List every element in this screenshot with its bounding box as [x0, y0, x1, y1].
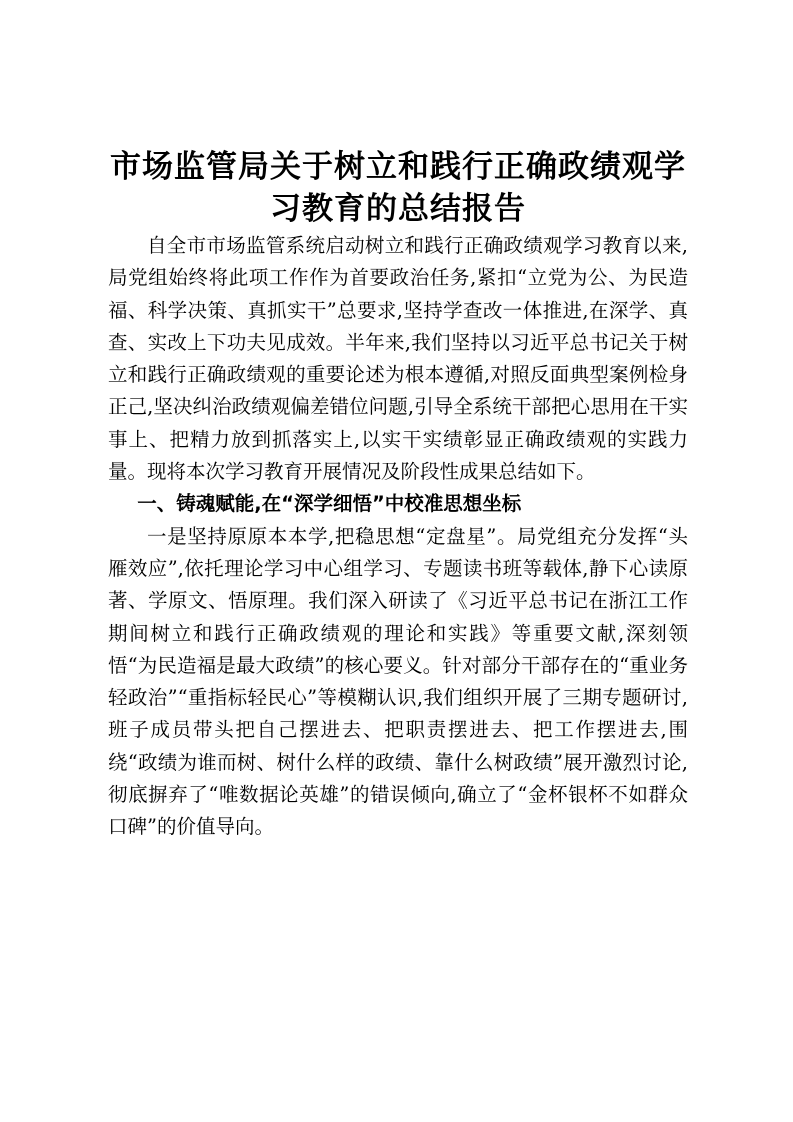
section-paragraph: 一是坚持原原本本学,把稳思想“定盘星”。局党组充分发挥“头雁效应”,依托理论学习中心组学习、专题读书班等载体,静下心读原著、学原文、悟原理。我们深入研读了《习近平总书记在浙江工作期间树立和践行正确政绩观的理论和实践》等重要文献,深刻领悟“为民造福是最大政绩”的核心要义。针对部分干部存在的“重业务轻政治”“重指标轻民心”等模糊认识,我们组织开展了三期专题研讨,班子成员带头把自己摆进去、把职责摆进去、把工作摆进去,围绕“政绩为谁而树、树什么样的政绩、靠什么树政绩”展开激烈讨论,彻底摒弃了“唯数据论英雄”的错误倾向,确立了“金杯银杯不如群众口碑”的价值导向。 [108, 524, 688, 839]
document-title: 市场监管局关于树立和践行正确政绩观学习教育的总结报告 [110, 149, 686, 227]
intro-paragraph: 自全市市场监管系统启动树立和践行正确政绩观学习教育以来,局党组始终将此项工作作为首要政治任务,紧扣“立党为公、为民造福、科学决策、真抓实干”总要求,坚持学查改一体推进,在深学、真查、实改上下功夫见成效。半年来,我们坚持以习近平总书记关于树立和践行正确政绩观的重要论述为根本遵循,对照反面典型案例检身正己,坚决纠治政绩观偏差错位问题,引导全系统干部把心思用在干实事上、把精力放到抓落实上,以实干实绩彰显正确政绩观的实践力量。现将本次学习教育开展情况及阶段性成果总结如下。 [108, 234, 688, 484]
document-page [108, 146, 688, 844]
section-heading: 一、铸魂赋能,在“深学细悟”中校准思想坐标 [137, 492, 522, 516]
